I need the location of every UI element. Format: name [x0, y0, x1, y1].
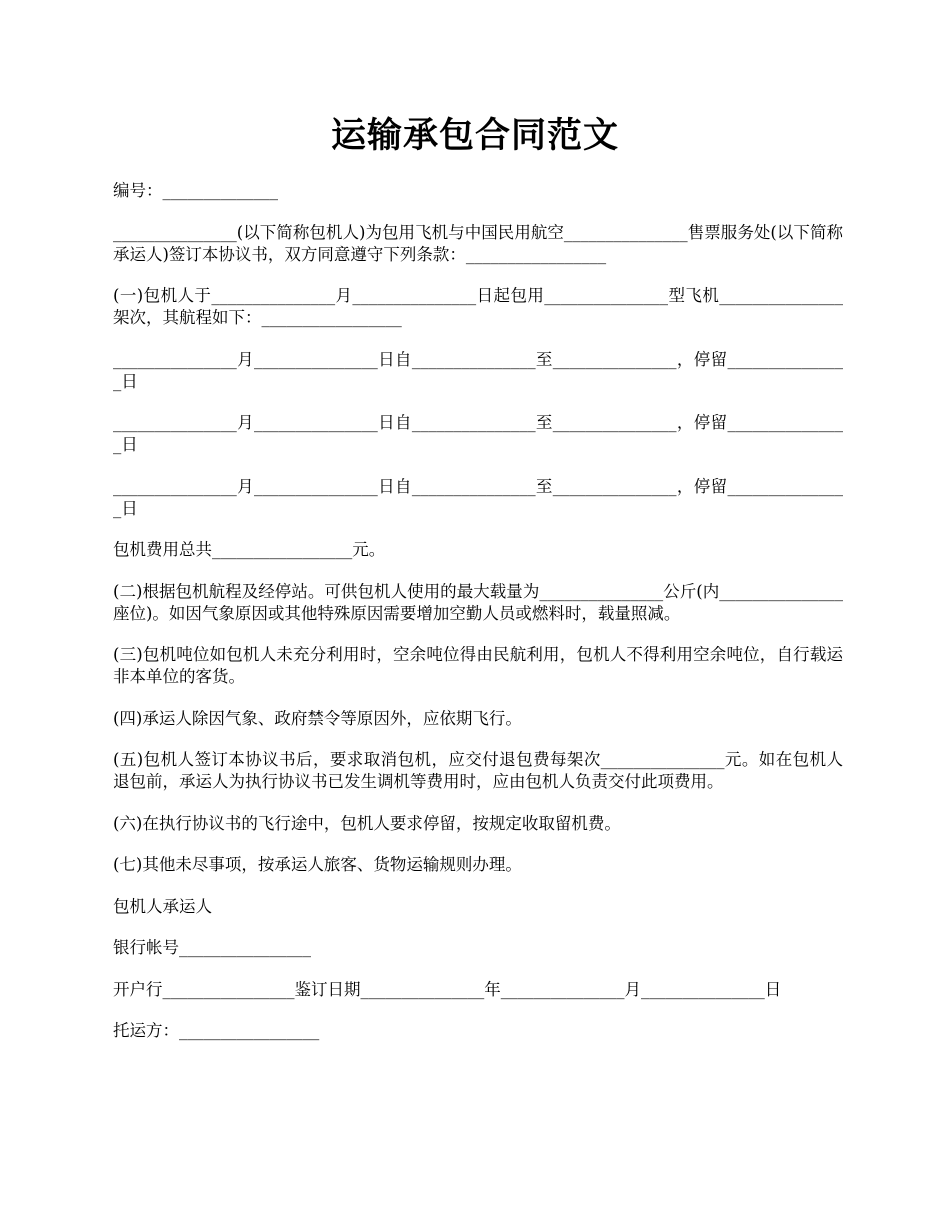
clause-5: (五)包机人签订本协议书后，要求取消包机，应交付退包费每架次_______________元。如在包机人退包前，承运人为执行协议书已发生调机等费用时，应由包机人负责交付此项费用。 — [113, 750, 843, 791]
bank-and-date: 开户行________________鉴订日期_______________年_______________月_______________日 — [113, 979, 782, 999]
itinerary-line-3: _______________月_______________日自_______________至_______________，停留_______________日 — [113, 476, 843, 518]
consignor: 托运方：_________________ — [113, 1021, 320, 1040]
clause-6: (六)在执行协议书的飞行途中，包机人要求停留，按规定收取留机费。 — [113, 813, 621, 833]
document-body — [113, 180, 843, 1062]
signatory-parties: 包机人承运人 — [113, 896, 212, 916]
intro-paragraph: _______________(以下简称包机人)为包用飞机与中国民用航空_______________售票服务处(以下简称承运人)签订本协议书，双方同意遵守下列条款：_________________ — [113, 222, 843, 264]
document-title: 运输承包合同范文 — [330, 115, 619, 156]
clause-2: (二)根据包机航程及经停站。可供包机人使用的最大载量为_______________公斤(内_______________座位)。如因气象原因或其他特殊原因需要增加空勤人员或燃料时，载量照减。 — [113, 581, 843, 623]
clause-7: (七)其他未尽事项，按承运人旅客、货物运输规则办理。 — [113, 855, 522, 874]
clause-1: (一)包机人于_______________月_______________日起包用_______________型飞机_______________架次，其航程如下：_________________ — [113, 286, 843, 327]
itinerary-line-1: _______________月_______________日自_______________至_______________，停留_______________日 — [113, 349, 843, 391]
total-fee: 包机费用总共_________________元。 — [113, 540, 386, 559]
itinerary-line-2: _______________月_______________日自_______________至_______________，停留_______________日 — [113, 413, 843, 454]
contract-number: 编号：______________ — [113, 181, 278, 200]
clause-3: (三)包机吨位如包机人未充分利用时，空余吨位得由民航利用，包机人不得利用空余吨位，自行载运非本单位的客货。 — [113, 645, 843, 686]
bank-account: 银行帐号________________ — [113, 938, 311, 957]
clause-4: (四)承运人除因气象、政府禁令等原因外，应依期飞行。 — [113, 708, 522, 728]
